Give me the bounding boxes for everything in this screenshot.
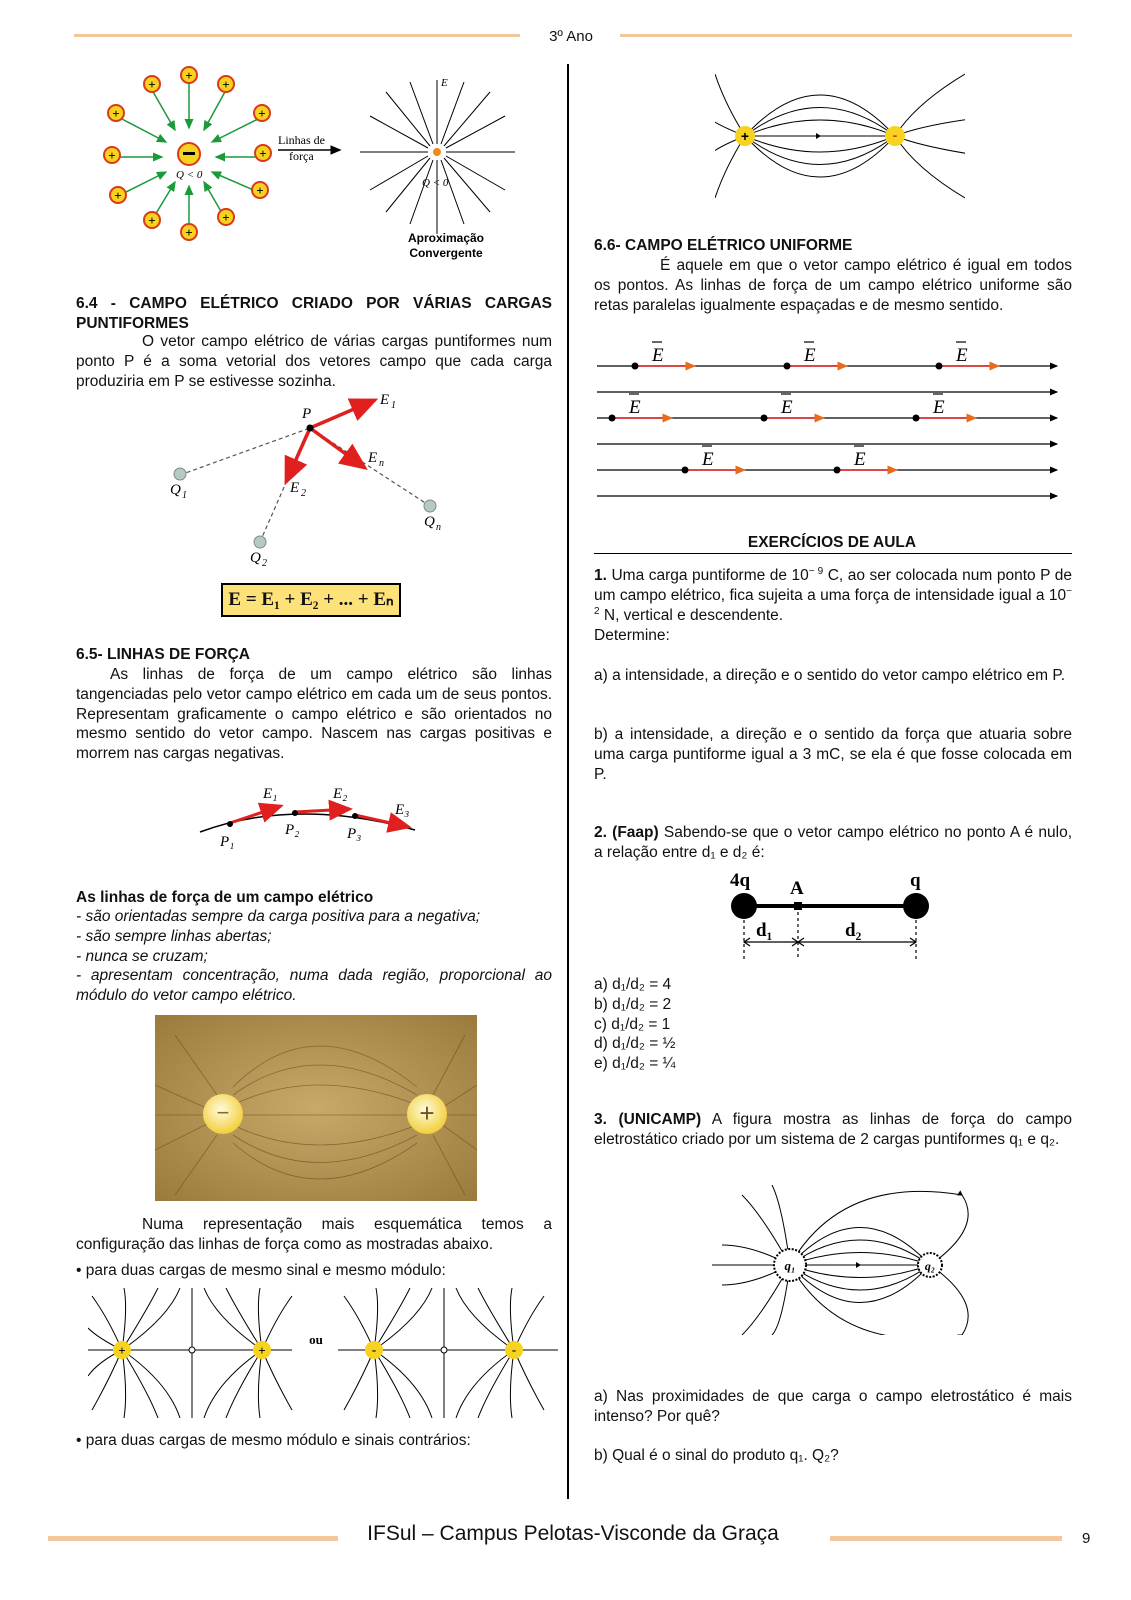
uniform-e-label: E: [652, 345, 664, 366]
property-item: - são orientadas sempre da carga positiva para a negativa;: [76, 908, 481, 925]
svg-text:+: +: [256, 183, 264, 198]
q1-exp2: − 2: [594, 585, 1072, 617]
exercises-rule: [594, 553, 1072, 554]
section-6-5-title: 6.5- LINHAS DE FORÇA: [76, 646, 250, 663]
fig5-4q-label: 4q: [730, 870, 751, 891]
uniform-e-label: E: [781, 397, 793, 418]
section-6-4-text: O vetor campo elétrico de várias cargas puntiformes num ponto P é a soma vetorial dos vetores campo que cada carga produziria em P se estivesse sozinha.: [76, 333, 552, 390]
q2-option[interactable]: d) d₁/d₂ = ½: [594, 1035, 676, 1053]
q1-item-b: b) a intensidade, a direção e o sentido da força que atuaria sobre uma carga puntiforme igual a 3 mC, se ela é que fosse colocada em P.: [594, 726, 1072, 783]
fig2-q2-sub: 2: [262, 558, 267, 569]
fig5-d1-label: d₁: [756, 920, 773, 941]
fig2-e1-sub: 1: [391, 400, 396, 411]
fig3-p3-label: P₃: [347, 826, 362, 842]
svg-text:-: -: [371, 1342, 377, 1357]
svg-text:+: +: [222, 77, 230, 92]
bullet-opposite-sign: • para duas cargas de mesmo módulo e sinais contrários:: [76, 1432, 471, 1449]
svg-text:+: +: [108, 148, 116, 163]
q2-source: (Faap): [612, 824, 659, 841]
q3-source: (UNICAMP): [618, 1111, 702, 1128]
svg-text:+: +: [118, 1343, 126, 1358]
q1-determine: Determine:: [594, 627, 670, 644]
footer-rule-left: [48, 1536, 338, 1541]
fig5-q-label: q: [910, 870, 921, 891]
fig3-e3-label: E₃: [395, 802, 410, 818]
bullet-same-sign: • para duas cargas de mesmo sinal e mesmo módulo:: [76, 1262, 446, 1279]
section-6-5-text: As linhas de força de um campo elétrico são linhas tangenciadas pelo vetor campo elétrico em cada um de seus pontos. Representam graficamente o campo elétrico e são orientados no mesmo sentido do vetor campo. Nascem nas cargas positivas e morrem nas cargas negativas.: [76, 666, 552, 763]
q2-option[interactable]: c) d₁/d₂ = 1: [594, 1015, 671, 1033]
q1-text-a: Uma carga puntiforme de 10: [611, 567, 809, 585]
fig1-q-label: Q < 0: [176, 169, 203, 181]
fig5-a-label: A: [790, 878, 804, 899]
photo-plus-sign: +: [419, 1098, 435, 1128]
q3-item-b: b) Qual é o sinal do produto q₁. Q₂?: [594, 1447, 839, 1464]
question-1: [594, 566, 1072, 626]
svg-text:+: +: [258, 106, 266, 121]
fig1-e-label: E: [441, 77, 448, 89]
fig2-en-label: E: [368, 450, 378, 466]
q2-option[interactable]: e) d₁/d₂ = ¼: [594, 1055, 676, 1073]
fig3-p2-label: P₂: [285, 822, 300, 838]
section-6-4-title: 6.4 - CAMPO ELÉTRICO CRIADO POR VÁRIAS CARGAS PUNTIFORMES: [76, 295, 552, 332]
fig2-qn-sub: n: [436, 522, 441, 533]
question-3: [594, 1110, 1072, 1150]
svg-text:+: +: [740, 128, 750, 144]
fig2-en-sub: n: [379, 458, 384, 469]
uniform-e-label: E: [629, 397, 641, 418]
figure-negative-charge-field: [100, 62, 520, 272]
fig2-e1-label: E: [380, 392, 390, 408]
footer-institution: IFSul – Campus Pelotas-Visconde da Graça: [367, 1522, 779, 1545]
svg-text:+: +: [148, 213, 156, 228]
uniform-e-label: E: [854, 449, 866, 470]
figure-q1-q2-field: [712, 1185, 982, 1335]
properties-title: As linhas de força de um campo elétrico: [76, 889, 374, 906]
figure-dipole-field: [715, 64, 965, 204]
uniform-e-label: E: [956, 345, 968, 366]
fig1-caption-1: Aproximação: [407, 231, 485, 245]
svg-text:+: +: [185, 68, 193, 83]
q1-text-b: C, ao ser colocada num ponto P de um campo elétrico, fica sujeita a uma força de intensidade igual a 10: [594, 567, 1072, 605]
column-divider: [567, 64, 569, 1499]
page-number: 9: [1082, 1530, 1091, 1547]
photo-minus-sign: −: [216, 1100, 230, 1125]
fig2-qn-label: Q: [424, 514, 435, 530]
figure-vector-sum: [160, 390, 460, 570]
svg-text:+: +: [185, 225, 193, 240]
fig1-q-label2: Q < 0: [422, 177, 449, 189]
q2-option[interactable]: b) d₁/d₂ = 2: [594, 995, 672, 1013]
fig2-e2-sub: 2: [301, 488, 306, 499]
svg-text:+: +: [114, 188, 122, 203]
figure-field-line-tangents: [195, 782, 435, 862]
property-item: - nunca se cruzam;: [76, 947, 208, 965]
section-6-6-text: É aquele em que o vetor campo elétrico é igual em todos os pontos. As linhas de força de um campo elétrico uniforme são retas paralelas igualmente espaçadas e de mesmo sentido.: [594, 257, 1072, 314]
fig2-q2-label: Q: [250, 550, 261, 566]
figure-same-sign-charges: [88, 1288, 558, 1418]
q1-number: 1.: [594, 567, 607, 585]
iron-filings-photo: [155, 1015, 477, 1201]
svg-text:+: +: [148, 77, 156, 92]
question-2: [594, 823, 1072, 863]
uniform-e-label: E: [933, 397, 945, 418]
section-6-6-title: 6.6- CAMPO ELÉTRICO UNIFORME: [594, 237, 853, 254]
q1-text-c: N, vertical e descendente.: [599, 607, 784, 625]
svg-text:+: +: [112, 106, 120, 121]
fig1-label-forca: força: [289, 149, 314, 163]
q2-option[interactable]: a) d₁/d₂ = 4: [594, 976, 672, 993]
property-item: - são sempre linhas abertas;: [76, 927, 272, 945]
uniform-e-label: E: [804, 345, 816, 366]
fig6-q1-label: q₁: [784, 1258, 796, 1273]
q2-options: [594, 975, 894, 1074]
q3-item-a: a) Nas proximidades de que carga o campo eletrostático é mais intenso? Por quê?: [594, 1388, 1072, 1425]
header-rule-right: [620, 34, 1072, 37]
figure-4q-q: [730, 870, 940, 960]
fig3-e2-label: E₂: [333, 786, 348, 802]
fig4-or-label: ou: [309, 1332, 323, 1347]
svg-text:-: -: [511, 1342, 517, 1357]
schematic-text: Numa representação mais esquemática temos a configuração das linhas de força como as mostradas abaixo.: [76, 1216, 552, 1253]
svg-text:+: +: [222, 210, 230, 225]
fig3-p1-label: P₁: [220, 834, 235, 850]
svg-text:-: -: [892, 127, 898, 143]
fig2-p-label: P: [302, 406, 312, 422]
q2-number: 2.: [594, 824, 607, 841]
q3-number: 3.: [594, 1111, 607, 1128]
converging-lines: [360, 80, 515, 234]
header-grade: 3º Ano: [549, 28, 593, 45]
header-rule-left: [74, 34, 520, 37]
figure-uniform-field: [597, 340, 1062, 505]
q1-exp1: − 9: [808, 566, 824, 577]
exercises-title: EXERCÍCIOS DE AULA: [747, 534, 917, 551]
footer-rule-right: [830, 1536, 1062, 1541]
fig2-e2-label: E: [290, 480, 300, 496]
fig2-q1-sub: 1: [182, 490, 187, 501]
properties-list: [76, 907, 552, 1006]
fig1-label-lines: Linhas de: [278, 133, 325, 147]
fig2-q1-label: Q: [170, 482, 181, 498]
fig1-caption-2: Convergente: [409, 246, 483, 260]
svg-text:+: +: [258, 1343, 266, 1358]
fig5-d2-label: d₂: [845, 920, 862, 941]
fig3-e1-label: E₁: [263, 786, 278, 802]
q2-text: Sabendo-se que o vetor campo elétrico no ponto A é nulo, a relação entre d₁ e d₂ é:: [594, 824, 1073, 861]
fig6-q2-label: q₂: [924, 1259, 936, 1273]
svg-text:+: +: [259, 146, 267, 161]
property-item: - apresentam concentração, numa dada região, proporcional ao módulo do vetor campo elétrico.: [76, 967, 552, 1005]
q3-text: A figura mostra as linhas de força do campo eletrostático criado por um sistema de 2 cargas puntiformes q₁ e q₂.: [594, 1111, 1072, 1148]
uniform-e-label: E: [702, 449, 714, 470]
q1-item-a: a) a intensidade, a direção e o sentido do vetor campo elétrico em P.: [594, 667, 1066, 684]
vector-sum-formula: E = E₁ + E₂ + ... + Eₙ: [221, 583, 401, 617]
